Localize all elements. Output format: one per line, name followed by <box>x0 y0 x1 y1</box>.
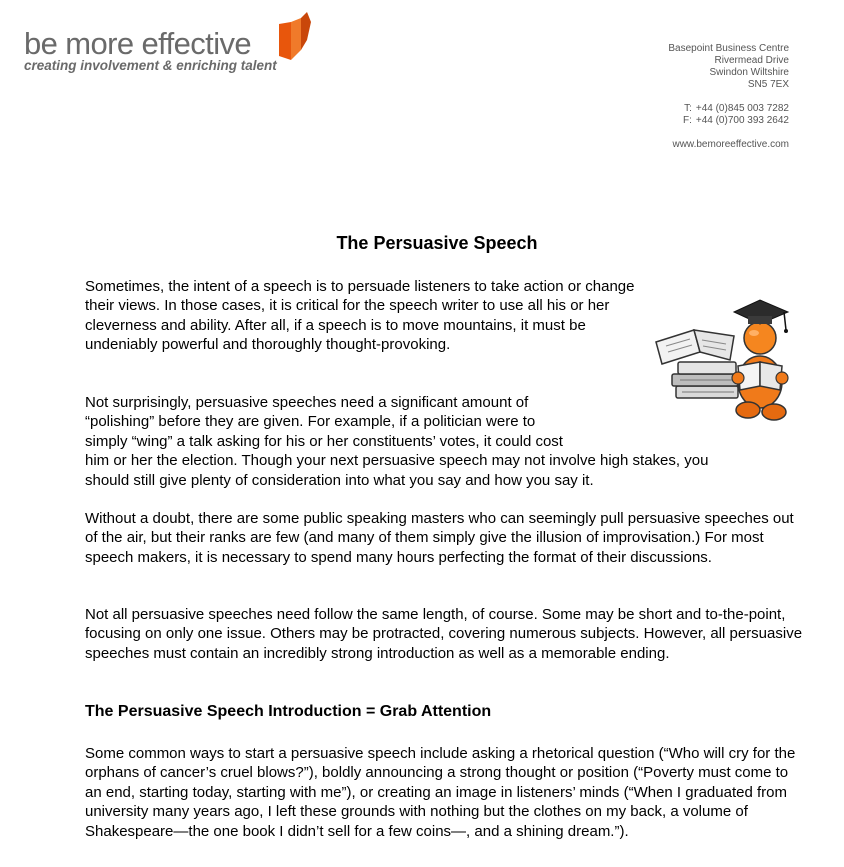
logo-wordmark: be more effective <box>24 26 252 61</box>
paragraph-line: Not surprisingly, persuasive speeches need a significant amount of <box>85 394 529 411</box>
address-line: Basepoint Business Centre <box>668 43 789 54</box>
body-paragraph: Without a doubt, there are some public speaking masters who can seemingly pull persuasive speeches out of the air, but their ranks are few (and many of them simply give the illusion of improvisation.) For most speech makers, it is necessary to spend many hours perfecting the format of their discussions. <box>85 510 794 566</box>
phone-label: T: <box>684 103 692 114</box>
phone-line <box>668 103 789 115</box>
paragraph-line: simply “wing” a talk asking for his or her constituents’ votes, it could cost <box>85 432 563 450</box>
fax-label: F: <box>682 115 692 126</box>
phone-number: +44 (0)845 003 7282 <box>695 103 789 114</box>
body-paragraph: Not all persuasive speeches need follow the same length, of course. Some may be short and to-the-point, focusing on only one issue. Others may be protracted, covering numerous subjects. However, all persuasive speeches must contain an incredibly strong introduction as well as a memorable ending. <box>85 606 803 662</box>
paragraph-line: should still give plenty of consideration into what you say and how you say it. <box>85 471 594 489</box>
address-line: Swindon Wiltshire <box>709 67 789 78</box>
section-heading: The Persuasive Speech Introduction = Grab Attention <box>85 703 492 720</box>
fax-number: +44 (0)700 393 2642 <box>695 115 789 126</box>
address-block <box>668 43 789 151</box>
company-logo <box>24 10 324 78</box>
website-link[interactable]: www.bemoreeffective.com <box>672 139 789 150</box>
body-paragraph: Sometimes, the intent of a speech is to persuade listeners to take action or change their views. In those cases, it is critical for the speech writer to use all his or her cleverness and ability. After all, if a speech is to move mountains, it must be undeniably powerful and thoroughly thought-provoking. <box>85 278 635 354</box>
address-line: Rivermead Drive <box>714 55 789 66</box>
page-title: The Persuasive Speech <box>336 233 538 253</box>
logo-arrow-icon <box>277 10 313 62</box>
body-paragraph: Some common ways to start a persuasive speech include asking a rhetorical question (“Who will cry for the orphans of cancer’s cruel blows?”), boldly announcing a strong thought or position (“Poverty must come to an end, starting today, starting with me”), or creating an image in listeners’ minds (“When I graduated from university many years ago, I left these grounds with nothing but the clothes on my back, a volume of Shakespeare—the one book I didn’t sell for a few coins—, and a shining dream.”). <box>85 745 796 840</box>
logo-tagline: creating involvement & enriching talent <box>24 58 277 73</box>
paragraph-line: “polishing” before they are given. For example, if a politician were to <box>85 413 536 431</box>
body-paragraph-wrapped <box>85 393 805 490</box>
fax-line <box>668 115 789 127</box>
address-line: SN5 7EX <box>747 79 789 90</box>
paragraph-line: him or her the election. Though your next persuasive speech may not involve high stakes, you <box>85 452 709 470</box>
